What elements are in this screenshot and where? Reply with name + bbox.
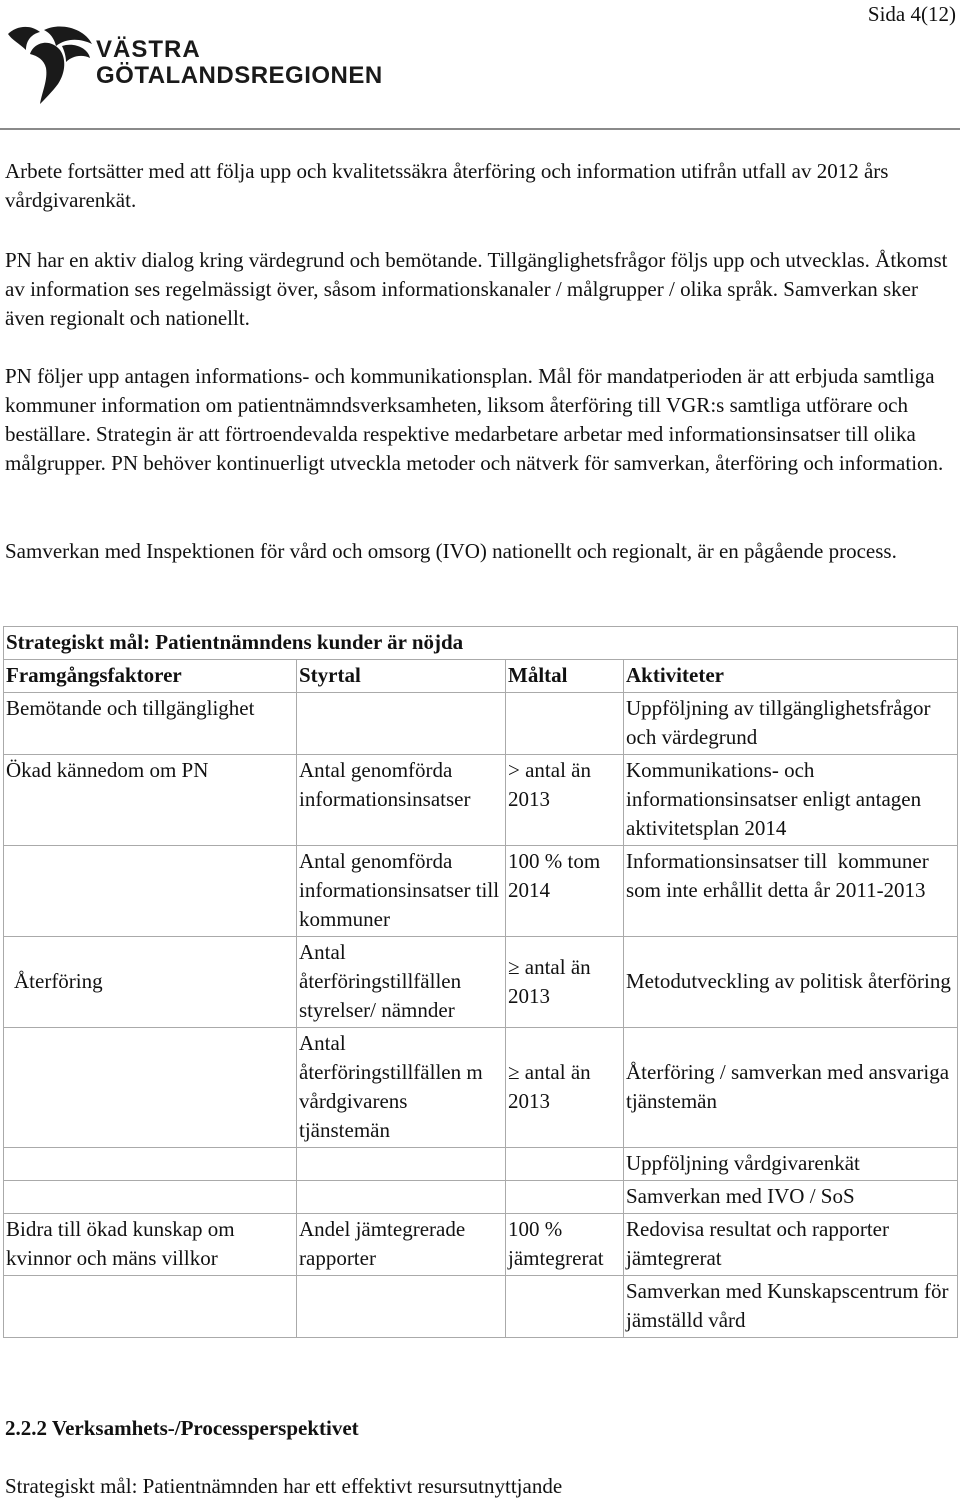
paragraph-2: PN har en aktiv dialog kring värdegrund och bemötande. Tillgänglighetsfrågor följs upp och utvecklas. Åtkomst av information ses regelmässigt över, såsom informationskanaler / målgrupper / olika språk. Samverkan sker även regionalt och nationellt.	[5, 248, 948, 330]
cell-styrtal: Antal genomförda informationsinsatser till kommuner	[297, 846, 506, 937]
table-row	[4, 693, 958, 755]
table-row	[4, 846, 958, 937]
logo-text-vastra: VÄSTRA	[96, 36, 201, 63]
section-subheading: Strategiskt mål: Patientnämnden har ett effektivt resursutnyttjande	[5, 1474, 563, 1498]
column-header-framgangsfaktorer: Framgångsfaktorer	[4, 660, 297, 693]
column-header-aktiviteter: Aktiviteter	[624, 660, 958, 693]
cell-factor	[4, 846, 297, 937]
cell-styrtal	[297, 1276, 506, 1338]
cell-factor: Återföring	[4, 937, 297, 1028]
cell-factor: Bidra till ökad kunskap om kvinnor och mäns villkor	[4, 1214, 297, 1276]
cell-aktivitet: Samverkan med IVO / SoS	[624, 1181, 958, 1214]
table-row	[4, 1214, 958, 1276]
cell-factor	[4, 1276, 297, 1338]
table-row	[4, 937, 958, 1028]
vgr-emblem-icon	[4, 24, 96, 106]
cell-aktivitet: Informationsinsatser till kommuner som inte erhållit detta år 2011-2013	[624, 846, 958, 937]
cell-maltal	[506, 693, 624, 755]
cell-styrtal	[297, 1148, 506, 1181]
cell-styrtal: Antal återföringstillfällen m vårdgivarens tjänstemän	[297, 1028, 506, 1148]
cell-maltal: 100 % tom 2014	[506, 846, 624, 937]
cell-aktivitet: Uppföljning av tillgänglighetsfrågor och värdegrund	[624, 693, 958, 755]
strategy-table	[3, 626, 958, 1338]
cell-maltal: ≥ antal än 2013	[506, 1028, 624, 1148]
cell-styrtal: Andel jämtegrerade rapporter	[297, 1214, 506, 1276]
paragraph-3: PN följer upp antagen informations- och kommunikationsplan. Mål för mandatperioden är att erbjuda samtliga kommuner information om patientnämndsverksamheten, liksom återföring till VGR:s samtliga utförare och beställare. Strategin är att förtroendevalda respektive medarbetare arbetar med informationsinsatser till olika målgrupper. PN behöver kontinuerligt utveckla metoder och nätverk för samverkan, återföring och information.	[5, 364, 944, 475]
cell-aktivitet: Metodutveckling av politisk återföring	[624, 937, 958, 1028]
table-row	[4, 1148, 958, 1181]
table-title: Strategiskt mål: Patientnämndens kunder är nöjda	[4, 627, 958, 660]
cell-factor: Bemötande och tillgänglighet	[4, 693, 297, 755]
cell-styrtal: Antal genomförda informationsinsatser	[297, 755, 506, 846]
cell-factor	[4, 1028, 297, 1148]
section-heading: 2.2.2 Verksamhets-/Processperspektivet	[5, 1416, 359, 1440]
cell-styrtal: Antal återföringstillfällen styrelser/ nämnder	[297, 937, 506, 1028]
table-row	[4, 1028, 958, 1148]
strategy-table-container	[3, 626, 957, 1338]
cell-aktivitet: Uppföljning vårdgivarenkät	[624, 1148, 958, 1181]
cell-maltal: > antal än 2013	[506, 755, 624, 846]
cell-aktivitet: Redovisa resultat och rapporter jämtegrerat	[624, 1214, 958, 1276]
column-header-maltal: Måltal	[506, 660, 624, 693]
table-row	[4, 1276, 958, 1338]
cell-styrtal	[297, 1181, 506, 1214]
table-row	[4, 755, 958, 846]
cell-factor	[4, 1148, 297, 1181]
cell-maltal	[506, 1148, 624, 1181]
cell-aktivitet: Återföring / samverkan med ansvariga tjänstemän	[624, 1028, 958, 1148]
cell-maltal	[506, 1276, 624, 1338]
column-header-styrtal: Styrtal	[297, 660, 506, 693]
table-header-row	[4, 660, 958, 693]
cell-aktivitet: Samverkan med Kunskapscentrum för jämställd vård	[624, 1276, 958, 1338]
cell-factor	[4, 1181, 297, 1214]
header-divider	[0, 128, 960, 130]
table-title-row	[4, 627, 958, 660]
cell-maltal: 100 % jämtegrerat	[506, 1214, 624, 1276]
cell-maltal: ≥ antal än 2013	[506, 937, 624, 1028]
cell-factor: Ökad kännedom om PN	[4, 755, 297, 846]
paragraph-1: Arbete fortsätter med att följa upp och kvalitetssäkra återföring och information utifrån utfall av 2012 års vårdgivarenkät.	[5, 159, 889, 212]
logo-text-gotalandsregionen: GÖTALANDSREGIONEN	[96, 62, 383, 89]
paragraph-4: Samverkan med Inspektionen för vård och omsorg (IVO) nationellt och regionalt, är en pågående process.	[5, 539, 897, 563]
page-number: Sida 4(12)	[867, 2, 956, 26]
cell-styrtal	[297, 693, 506, 755]
cell-maltal	[506, 1181, 624, 1214]
cell-aktivitet: Kommunikations- och informationsinsatser enligt antagen aktivitetsplan 2014	[624, 755, 958, 846]
vgr-logo	[4, 24, 384, 106]
table-row	[4, 1181, 958, 1214]
